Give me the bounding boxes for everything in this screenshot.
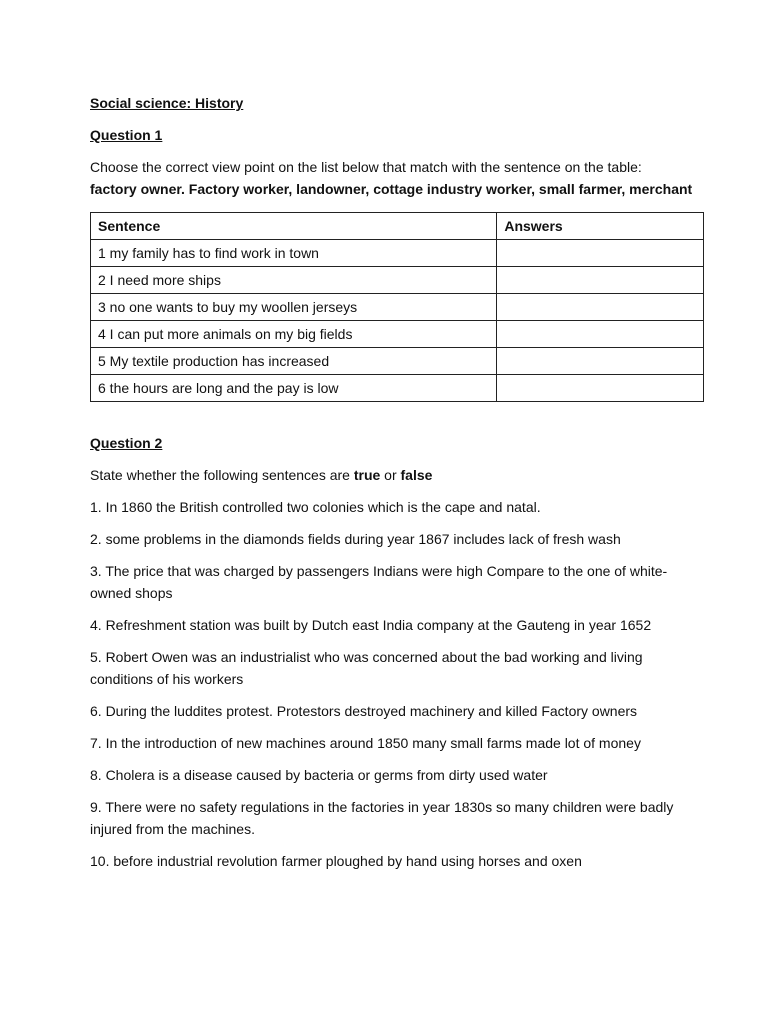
true-word: true bbox=[353, 467, 381, 483]
answer-cell[interactable] bbox=[497, 321, 704, 348]
worksheet-page bbox=[90, 92, 704, 882]
question-2-title: Question 2 bbox=[90, 435, 163, 451]
sentence-column-header: Sentence bbox=[91, 213, 497, 240]
question-2-instruction-prefix: State whether the following sentences are bbox=[90, 467, 354, 483]
answer-cell[interactable] bbox=[497, 375, 704, 402]
question-1-instruction-text: Choose the correct view point on the list below that match with the sentence on the table: bbox=[90, 159, 642, 175]
answer-cell[interactable] bbox=[497, 348, 704, 375]
statement-item: 9. There were no safety regulations in the factories in year 1830s so many children were badly injured from the machines. bbox=[90, 799, 674, 837]
question-1-title: Question 1 bbox=[90, 127, 163, 143]
statement-item: 5. Robert Owen was an industrialist who was concerned about the bad working and living conditions of his workers bbox=[90, 649, 643, 687]
table-header-row bbox=[91, 213, 704, 240]
statement-item: 8. Cholera is a disease caused by bacteria or germs from dirty used water bbox=[90, 767, 548, 783]
answer-cell[interactable] bbox=[497, 267, 704, 294]
statement-item: 2. some problems in the diamonds fields during year 1867 includes lack of fresh wash bbox=[90, 531, 621, 547]
statement-item: 3. The price that was charged by passengers Indians were high Compare to the one of white-owned shops bbox=[90, 563, 668, 601]
statement-item: 7. In the introduction of new machines around 1850 many small farms made lot of money bbox=[90, 735, 641, 751]
sentence-cell: 2 I need more ships bbox=[91, 267, 497, 294]
table-row bbox=[91, 267, 704, 294]
question-1-options: factory owner. Factory worker, landowner, cottage industry worker, small farmer, merchant bbox=[90, 181, 693, 197]
sentence-cell: 5 My textile production has increased bbox=[91, 348, 497, 375]
table-row bbox=[91, 321, 704, 348]
table-row bbox=[91, 375, 704, 402]
false-word: false bbox=[400, 467, 433, 483]
or-word: or bbox=[380, 467, 401, 483]
answers-column-header: Answers bbox=[497, 213, 704, 240]
statement-item: 10. before industrial revolution farmer ploughed by hand using horses and oxen bbox=[90, 853, 582, 869]
sentence-cell: 6 the hours are long and the pay is low bbox=[91, 375, 497, 402]
statement-item: 1. In 1860 the British controlled two colonies which is the cape and natal. bbox=[90, 499, 541, 515]
answer-cell[interactable] bbox=[497, 240, 704, 267]
sentence-cell: 1 my family has to find work in town bbox=[91, 240, 497, 267]
question-2-instruction bbox=[90, 464, 704, 486]
statement-item: 4. Refreshment station was built by Dutch east India company at the Gauteng in year 1652 bbox=[90, 617, 652, 633]
sentence-cell: 3 no one wants to buy my woollen jerseys bbox=[91, 294, 497, 321]
question-1-table bbox=[90, 212, 704, 402]
table-row bbox=[91, 294, 704, 321]
table-row bbox=[91, 240, 704, 267]
question-1-instruction bbox=[90, 156, 704, 200]
document-heading: Social science: History bbox=[90, 95, 244, 111]
sentence-cell: 4 I can put more animals on my big fields bbox=[91, 321, 497, 348]
question-2-section bbox=[90, 432, 704, 872]
answer-cell[interactable] bbox=[497, 294, 704, 321]
table-row bbox=[91, 348, 704, 375]
statement-item: 6. During the luddites protest. Protestors destroyed machinery and killed Factory owners bbox=[90, 703, 638, 719]
